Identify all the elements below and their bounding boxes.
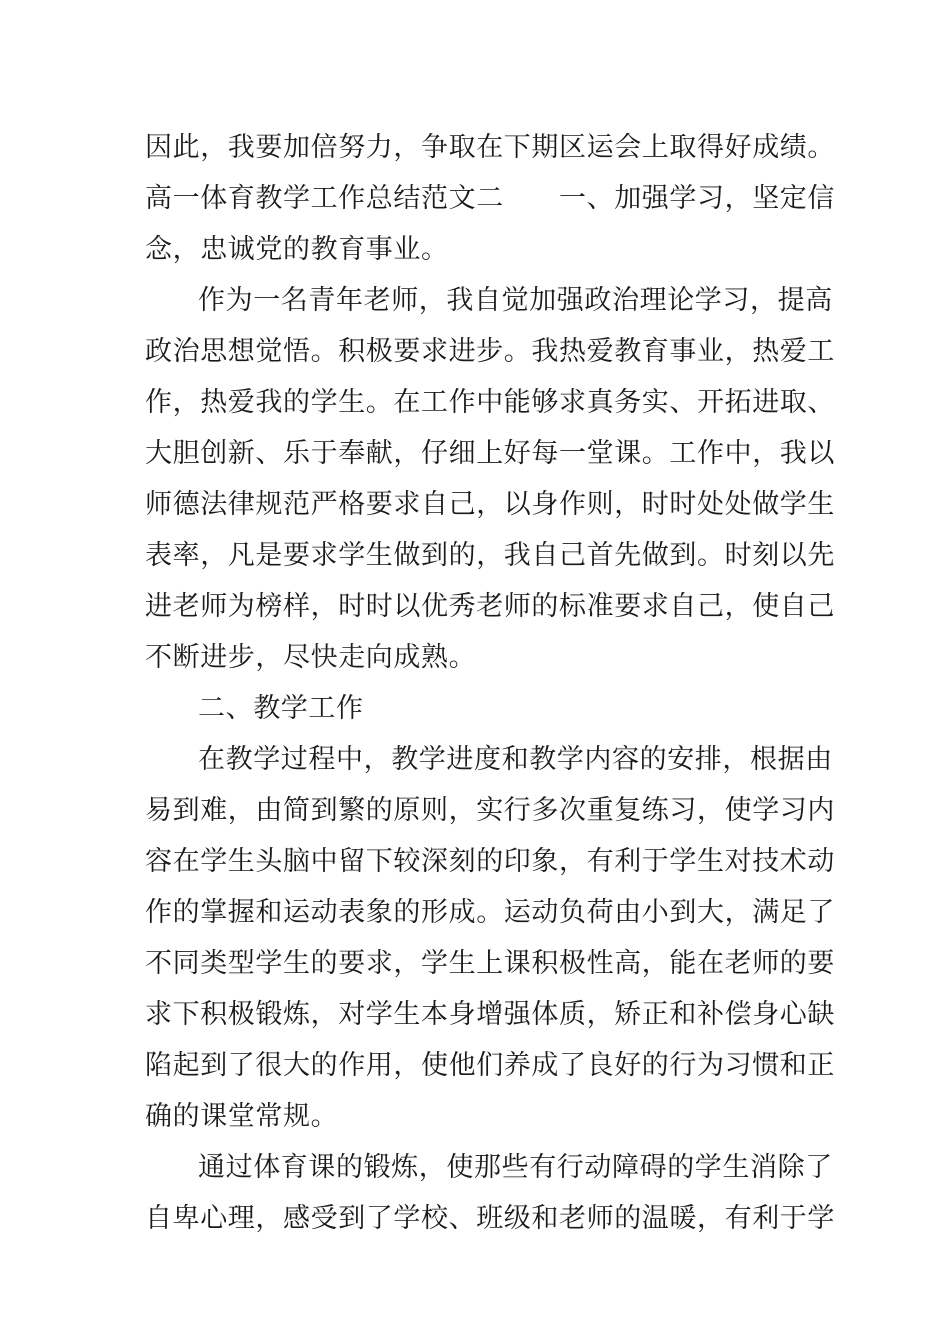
text-line: 作的掌握和运动表象的形成。运动负荷由小到大，满足了: [145, 897, 835, 928]
text-line: 在教学过程中，教学进度和教学内容的安排，根据由: [198, 744, 833, 775]
text-line: 通过体育课的锻炼，使那些有行动障碍的学生消除了: [198, 1152, 833, 1183]
text-line: 自卑心理，感受到了学校、班级和老师的温暖，有利于学: [145, 1203, 835, 1234]
text-line: 求下积极锻炼，对学生本身增强体质，矫正和补偿身心缺: [145, 999, 835, 1030]
text-line: 因此，我要加倍努力，争取在下期区运会上取得好成绩。: [145, 132, 835, 163]
text-line: 作，热爱我的学生。在工作中能够求真务实、开拓进取、: [145, 387, 835, 418]
text-line: 政治思想觉悟。积极要求进步。我热爱教育事业，热爱工: [145, 336, 835, 367]
text-line: 易到难，由简到繁的原则，实行多次重复练习，使学习内: [145, 795, 835, 826]
text-line: 不同类型学生的要求，学生上课积极性高，能在老师的要: [145, 948, 835, 979]
text-line: 陷起到了很大的作用，使他们养成了良好的行为习惯和正: [145, 1050, 835, 1081]
text-line: 进老师为榜样，时时以优秀老师的标准要求自己，使自己: [145, 591, 835, 622]
section-heading: 二、教学工作: [198, 693, 364, 724]
text-line: 容在学生头脑中留下较深刻的印象，有利于学生对技术动: [145, 846, 835, 877]
text-line: 师德法律规范严格要求自己，以身作则，时时处处做学生: [145, 489, 835, 520]
text-line: 高一体育教学工作总结范文二 一、加强学习，坚定信: [145, 183, 835, 214]
text-line: 大胆创新、乐于奉献，仔细上好每一堂课。工作中，我以: [145, 438, 835, 469]
text-line: 表率，凡是要求学生做到的，我自己首先做到。时刻以先: [145, 540, 835, 571]
text-line: 念，忠诚党的教育事业。: [145, 234, 449, 265]
text-line: 确的课堂常规。: [145, 1101, 339, 1132]
text-line: 不断进步，尽快走向成熟。: [145, 642, 477, 673]
text-line: 作为一名青年老师，我自觉加强政治理论学习，提高: [198, 285, 833, 316]
